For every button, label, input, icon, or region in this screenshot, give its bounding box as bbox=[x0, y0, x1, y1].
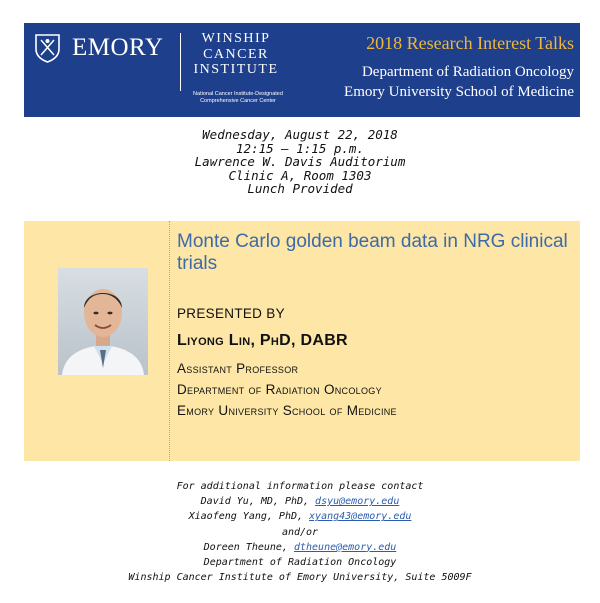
contact-2-name: Xiaofeng Yang, PhD, bbox=[188, 511, 310, 523]
event-time: 12:15 – 1:15 p.m. bbox=[236, 140, 364, 156]
contact-1-name: David Yu, MD, PhD, bbox=[200, 496, 316, 508]
contact-department: Department of Radiation Oncology bbox=[203, 557, 397, 569]
speaker-department: Department of Radiation Oncology bbox=[177, 382, 382, 397]
speaker-position: Assistant Professor bbox=[177, 361, 299, 376]
event-venue: Lawrence W. Davis Auditorium bbox=[194, 154, 406, 170]
header-department: Department of Radiation Oncology bbox=[361, 64, 574, 80]
winship-wordmark: WINSHIP CANCER INSTITUTE bbox=[193, 31, 279, 77]
speaker-school: Emory University School of Medicine bbox=[177, 403, 397, 418]
event-food: Lunch Provided bbox=[247, 181, 353, 197]
logo-divider bbox=[180, 33, 181, 91]
contact-1-email-link[interactable]: dsyu@emory.edu bbox=[315, 496, 400, 508]
contact-line-3 bbox=[0, 540, 600, 555]
contact-line-2 bbox=[0, 509, 600, 524]
header-titles bbox=[319, 23, 580, 117]
contact-3-name: Doreen Theune, bbox=[203, 541, 294, 553]
contact-line-1 bbox=[0, 494, 600, 509]
series-title: 2018 Research Interest Talks bbox=[366, 33, 574, 53]
header-banner bbox=[24, 23, 580, 117]
header-school: Emory University School of Medicine bbox=[344, 84, 574, 100]
emory-shield-icon bbox=[35, 34, 60, 63]
speaker-photo bbox=[58, 268, 148, 375]
talk-box bbox=[24, 221, 580, 461]
emory-wordmark: EMORY bbox=[72, 34, 164, 61]
presented-by-label: PRESENTED BY bbox=[177, 306, 285, 321]
contact-3-email-link[interactable]: dtheune@emory.edu bbox=[293, 541, 397, 553]
speaker-name: Liyong Lin, PhD, DABR bbox=[177, 332, 348, 349]
nci-designation: National Cancer Institute-Designated Comprehensive Cancer Center bbox=[193, 91, 283, 104]
contact-2-email-link[interactable]: xyang43@emory.edu bbox=[309, 511, 412, 523]
talk-title: Monte Carlo golden beam data in NRG clinical trials bbox=[177, 231, 568, 274]
contact-andor: and/or bbox=[281, 526, 319, 538]
event-schedule bbox=[0, 128, 600, 196]
contact-info bbox=[0, 479, 600, 585]
contact-address: Winship Cancer Institute of Emory University, Suite 5009F bbox=[128, 572, 472, 584]
contact-intro: For additional information please contact bbox=[176, 481, 424, 492]
event-room: Clinic A, Room 1303 bbox=[228, 167, 372, 183]
event-date: Wednesday, August 22, 2018 bbox=[202, 127, 398, 142]
box-divider bbox=[169, 221, 170, 461]
